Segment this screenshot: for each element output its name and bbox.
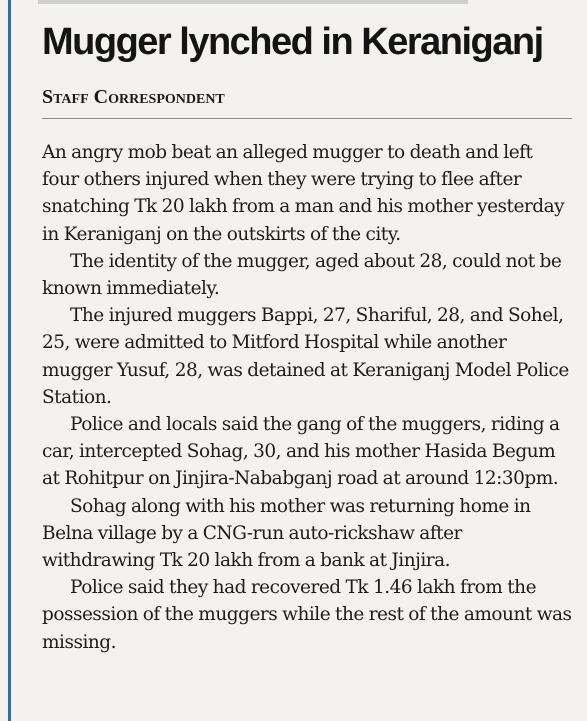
byline: Staff Correspondent	[42, 84, 572, 119]
paragraph-3: The injured muggers Bappi, 27, Shariful, 28, and Sohel, 25, were admitted to Mitford Hospital while another mugger Yusuf, 28, was detained at Keraniganj Model Police Station.	[42, 305, 569, 408]
column-rule	[8, 0, 11, 721]
news-article	[42, 14, 572, 656]
paragraph-5: Sohag along with his mother was returning home in Belna village by a CNG-run auto-rickshaw after withdrawing Tk 20 lakh from a bank at Jinjira.	[42, 495, 531, 572]
paragraph-6: Police said they had recovered Tk 1.46 lakh from the possession of the muggers while the rest of the amount was missing.	[42, 577, 572, 653]
paragraph-4: Police and locals said the gang of the muggers, riding a car, intercepted Sohag, 30, and his mother Hasida Begum at Rohitpur on Jinjira-Nababganj road at around 12:30pm.	[42, 414, 560, 490]
article-body	[42, 139, 572, 656]
paragraph-1: An angry mob beat an alleged mugger to death and left four others injured when they were trying to flee after snatching Tk 20 lakh from a man and his mother yesterday in Keraniganj on the outskirts of the city.	[42, 142, 565, 245]
top-divider	[38, 0, 468, 4]
paragraph-2: The identity of the mugger, aged about 28, could not be known immediately.	[42, 250, 562, 300]
headline: Mugger lynched in Keraniganj	[42, 21, 543, 63]
